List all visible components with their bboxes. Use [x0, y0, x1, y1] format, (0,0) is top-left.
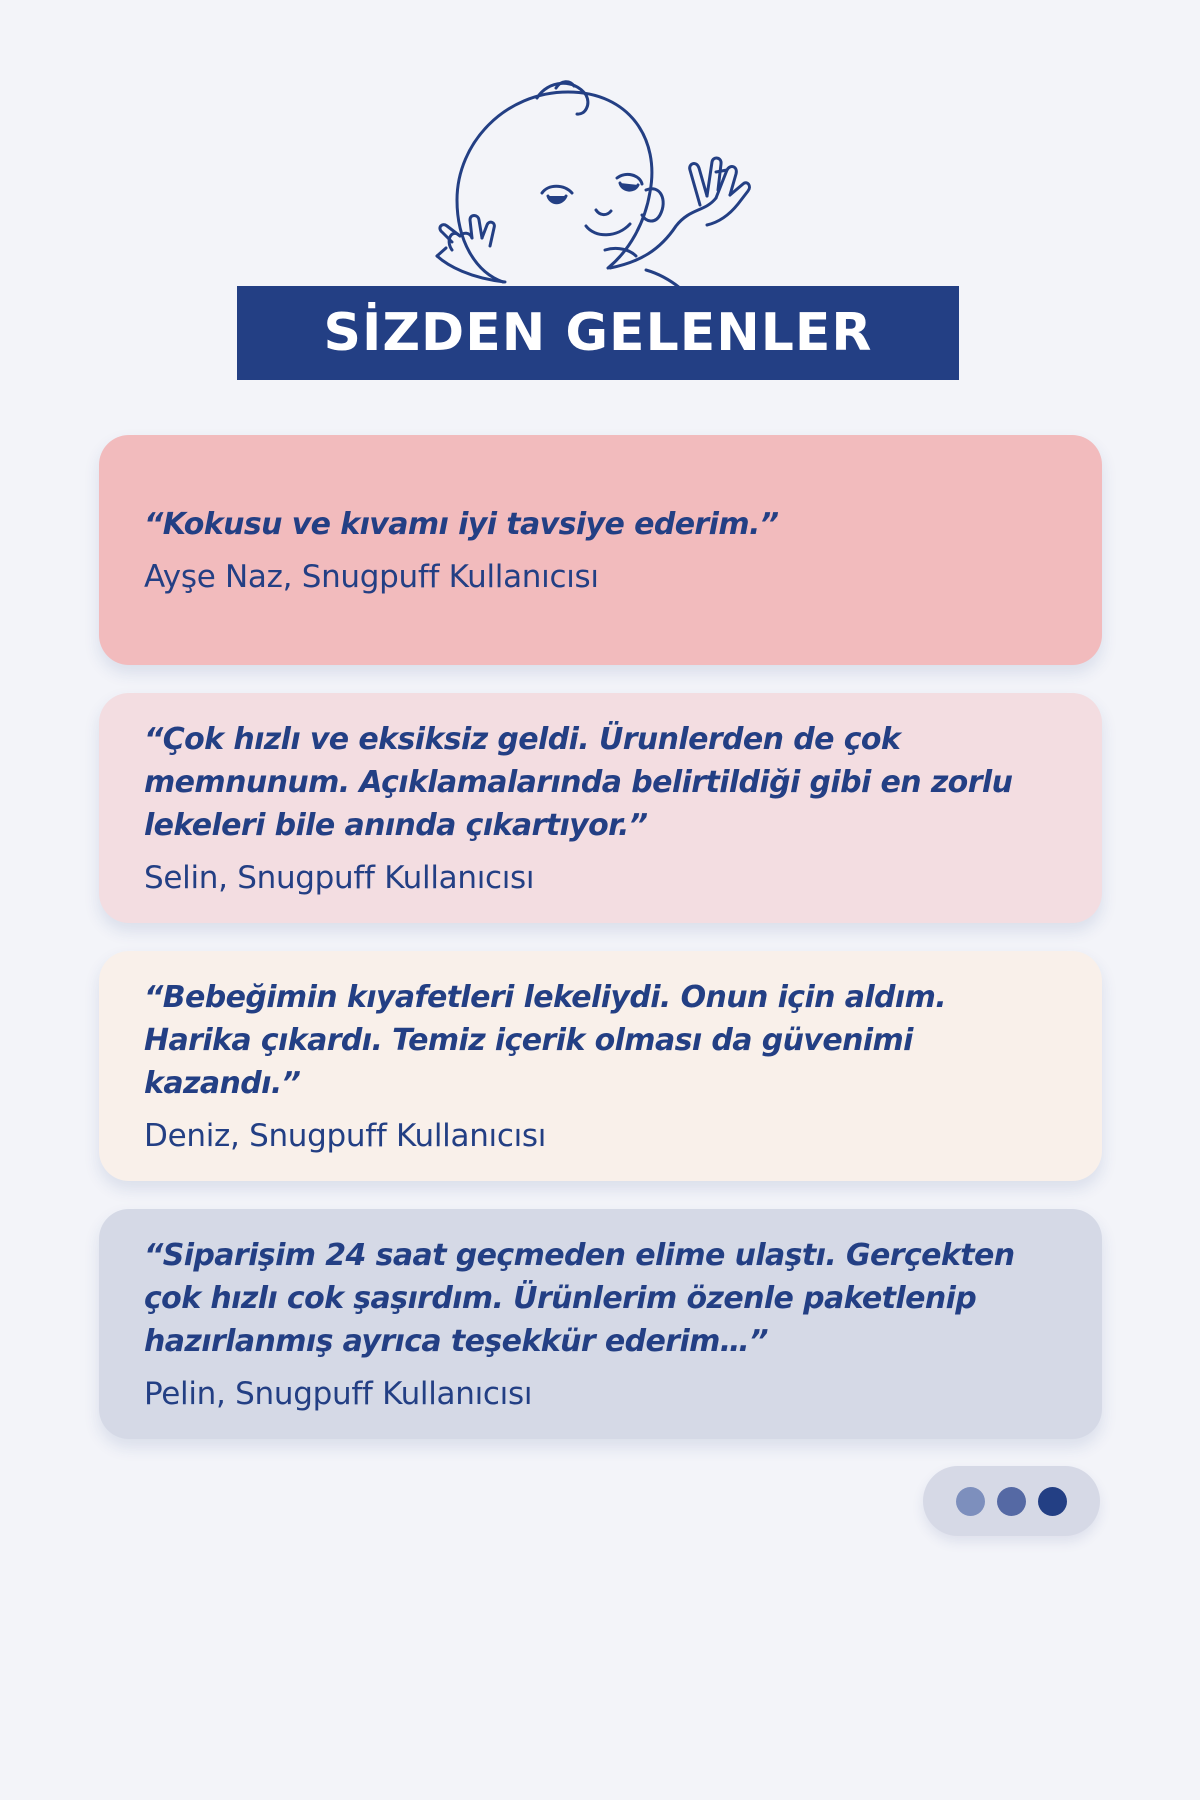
- testimonial-quote: “Bebeğimin kıyafetleri lekeliydi. Onun için aldım. Harika çıkardı. Temiz içerik olması da güvenimi kazandı.”: [144, 980, 947, 1101]
- testimonial-quote: “Siparişim 24 saat geçmeden elime ulaştı. Gerçekten çok hızlı cok şaşırdım. Ürünlerim özenle paketlenip hazırlanmış ayrıca teşekkür ederim…”: [144, 1238, 1015, 1359]
- pager-dot-2[interactable]: [997, 1487, 1026, 1516]
- waving-baby-illustration: [425, 74, 755, 290]
- testimonial-quote: “Kokusu ve kıvamı iyi tavsiye ederim.”: [144, 507, 779, 542]
- testimonial-author: Pelin, Snugpuff Kullanıcısı: [144, 1376, 533, 1412]
- page-title: SİZDEN GELENLER: [323, 303, 873, 363]
- testimonial-author: Selin, Snugpuff Kullanıcısı: [144, 860, 535, 896]
- testimonial-author: Ayşe Naz, Snugpuff Kullanıcısı: [144, 559, 599, 595]
- pager-dot-3-active[interactable]: [1038, 1487, 1067, 1516]
- title-banner: [237, 286, 959, 380]
- testimonial-card: [99, 693, 1102, 923]
- testimonial-author: Deniz, Snugpuff Kullanıcısı: [144, 1118, 547, 1154]
- testimonial-card: [99, 951, 1102, 1181]
- testimonial-card: [99, 1209, 1102, 1439]
- testimonial-card: [99, 435, 1102, 665]
- pager-dot-1[interactable]: [956, 1487, 985, 1516]
- pagination-dots: [923, 1466, 1100, 1536]
- testimonial-quote: “Çok hızlı ve eksiksiz geldi. Ürunlerden de çok memnunum. Açıklamalarında belirtildiği gibi en zorlu lekeleri bile anında çıkartıyor.”: [144, 722, 1013, 843]
